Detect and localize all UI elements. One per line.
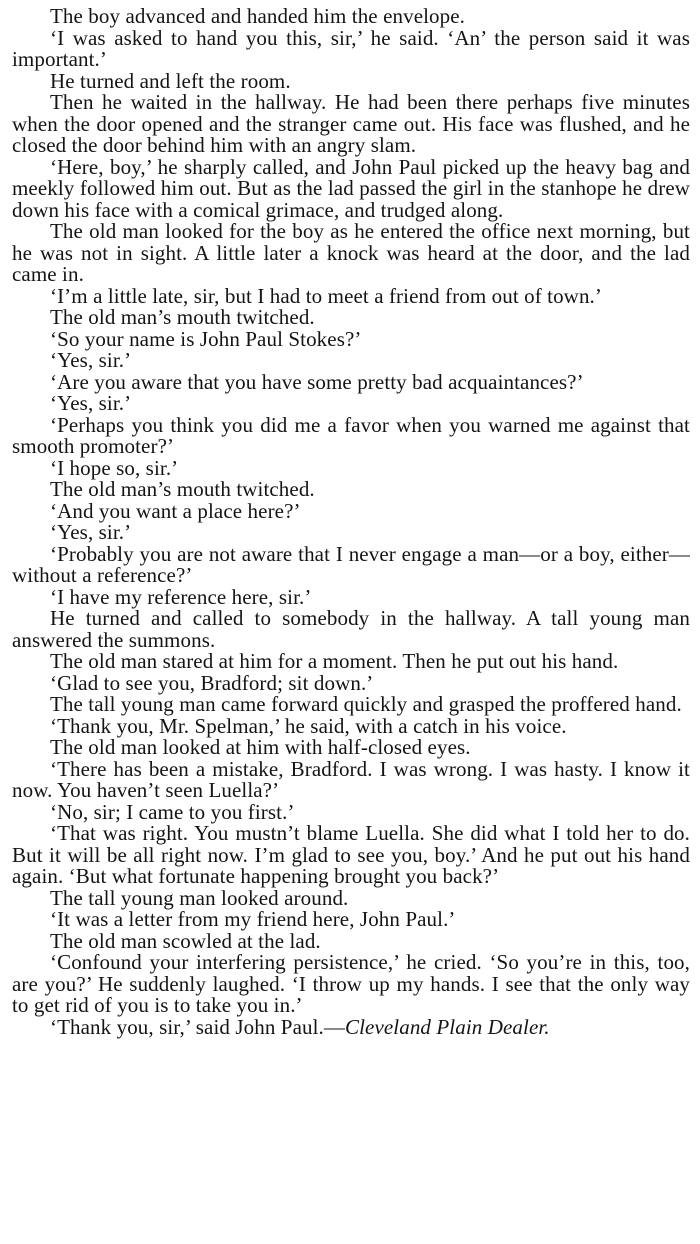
- paragraph: ‘So your name is John Paul Stokes?’: [50, 326, 362, 351]
- paragraph: The tall young man looked around.: [50, 885, 349, 910]
- paragraph: ‘Here, boy,’ he sharply called, and John Paul picked up the heavy bag and meekly followed him out. But as the lad passed the girl in the stanhope he drew down his face with a comical grimace, and trudged along.: [12, 154, 690, 222]
- paragraph: The old man’s mouth twitched.: [50, 477, 315, 501]
- paragraph: ‘And you want a place here?’: [50, 498, 301, 523]
- paragraph: He turned and called to somebody in the hallway. A tall young man answered the summons.: [12, 606, 690, 652]
- paragraph: He turned and left the room.: [50, 68, 291, 93]
- article-body: [12, 6, 690, 1038]
- paragraph: ‘Yes, sir.’: [50, 348, 132, 372]
- paragraph: ‘I’m a little late, sir, but I had to meet a friend from out of town.’: [50, 283, 602, 308]
- paragraph: ‘Thank you, Mr. Spelman,’ he said, with a catch in his voice.: [50, 713, 567, 738]
- paragraph: The old man looked at him with half-closed eyes.: [50, 735, 471, 759]
- paragraph: The old man scowled at the lad.: [50, 928, 321, 953]
- paragraph: ‘No, sir; I came to you first.’: [50, 799, 295, 824]
- paragraph: ‘Probably you are not aware that I never engage a man—or a boy, either—without a reference?’: [12, 541, 690, 587]
- paragraph: ‘It was a letter from my friend here, John Paul.’: [50, 907, 456, 931]
- source-credit: Cleveland Plain Dealer.: [344, 1014, 550, 1039]
- closing-paragraph: [12, 1014, 690, 1039]
- paragraph: The old man looked for the boy as he entered the office next morning, but he was not in sight. A little later a knock was heard at the door, and the lad came in.: [12, 219, 690, 286]
- paragraph: ‘I was asked to hand you this, sir,’ he said. ‘An’ the person said it was important.’: [12, 25, 690, 71]
- paragraph: The old man’s mouth twitched.: [50, 305, 315, 329]
- paragraph: ‘I hope so, sir.’: [50, 455, 179, 480]
- paragraph: ‘Glad to see you, Bradford; sit down.’: [50, 670, 374, 695]
- paragraph: The tall young man came forward quickly and grasped the proffered hand.: [50, 692, 682, 716]
- paragraph: ‘Perhaps you think you did me a favor when you warned me against that smooth promoter?’: [12, 412, 690, 458]
- paragraph: ‘That was right. You mustn’t blame Luella. She did what I told her to do. But it will be all right now. I’m glad to see you, boy.’ And he put out his hand again. ‘But what fortunate happening brought you back?’: [12, 821, 690, 888]
- paragraph: ‘Yes, sir.’: [50, 391, 132, 415]
- paragraph: The old man stared at him for a moment. Then he put out his hand.: [50, 649, 619, 673]
- paragraph: ‘Yes, sir.’: [50, 520, 132, 544]
- paragraph: ‘I have my reference here, sir.’: [50, 584, 312, 609]
- paragraph: ‘Confound your interfering persistence,’ he cried. ‘So you’re in this, too, are you?’ He suddenly laughed. ‘I throw up my hands. I see that the only way to get rid of you is to take you in.’: [12, 950, 690, 1017]
- paragraph: ‘There has been a mistake, Bradford. I was wrong. I was hasty. I know it now. You haven’t seen Luella?’: [12, 756, 690, 802]
- paragraph: ‘Are you aware that you have some pretty bad acquaintances?’: [50, 369, 584, 394]
- paragraph: Then he waited in the hallway. He had been there perhaps five minutes when the door opened and the stranger came out. His face was flushed, and he closed the door behind him with an angry slam.: [12, 90, 690, 157]
- paragraph: The boy advanced and handed him the envelope.: [50, 4, 466, 28]
- closing-text: ‘Thank you, sir,’ said John Paul.—: [50, 1014, 345, 1039]
